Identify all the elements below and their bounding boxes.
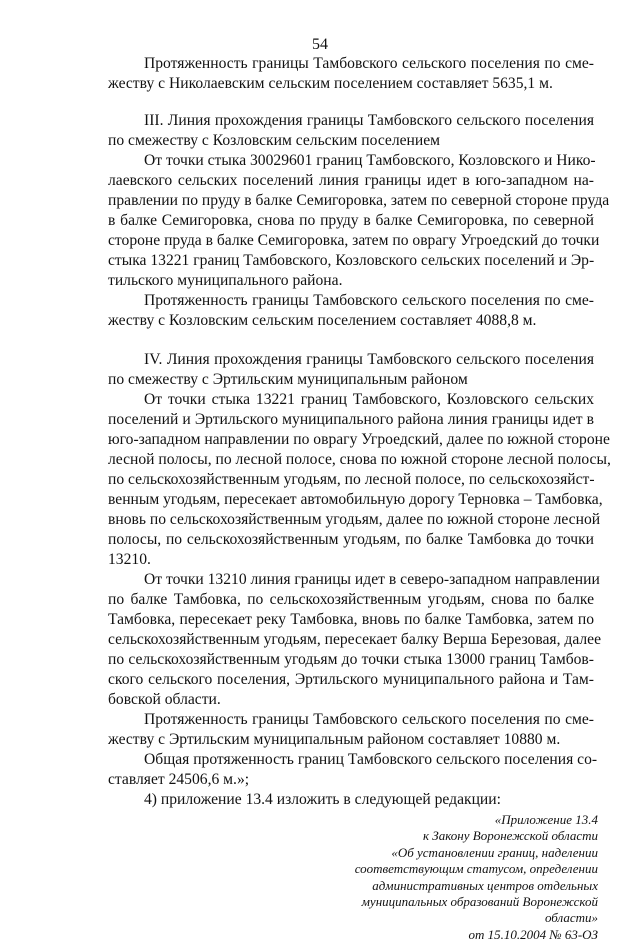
text-line: 4) приложение 13.4 изложить в следующей редакции:: [144, 791, 501, 808]
text-line: IV. Линия прохождения границы Тамбовского сельского поселения: [144, 351, 594, 368]
text-line: вновь по сельскохозяйственным угодьям, далее по южной стороне лесной: [108, 511, 601, 528]
annex-note-line: соответствующим статусом, определении: [354, 861, 598, 877]
text-line: по сельскохозяйственным угодьям до точки стыка 13000 границ Тамбов-: [108, 651, 594, 668]
text-line: Общая протяженность границ Тамбовского сельского поселения со-: [144, 751, 598, 768]
annex-note-line: административных центров отдельных: [372, 877, 598, 893]
annex-note-line: к Закону Воронежской области: [422, 828, 598, 844]
text-line: жеству с Эртильским муниципальным районом составляет 10880 м.: [108, 731, 561, 748]
text-line: по смежеству с Козловским сельским поселением: [108, 132, 441, 149]
text-line: в балке Семигоровка, снова по пруду в балке Семигоровка, по северной: [108, 212, 594, 229]
text-line: Тамбовка, пересекает реку Тамбовка, вновь по балке Тамбовка, затем по: [108, 611, 594, 628]
text-line: Протяженность границы Тамбовского сельского поселения по сме-: [144, 292, 594, 309]
annex-note-line: области»: [544, 910, 598, 926]
text-line: бовской области.: [108, 691, 221, 708]
text-line: сельскохозяйственным угодьям, пересекает балку Верша Березовая, далее: [108, 631, 601, 648]
text-line: Протяженность границы Тамбовского сельского поселения по сме-: [144, 55, 594, 72]
text-line: жеству с Козловским сельским поселением составляет 4088,8 м.: [108, 312, 537, 329]
text-line: Протяженность границы Тамбовского сельского поселения по сме-: [144, 711, 594, 728]
text-line: стороне пруда в балке Семигоровка, затем по оврагу Угроедский до точки: [108, 232, 600, 249]
annex-note-line: от 15.10.2004 № 63-ОЗ: [468, 926, 598, 942]
text-line: жеству с Николаевским сельским поселением составляет 5635,1 м.: [108, 75, 553, 92]
page-number: 54: [312, 36, 328, 53]
text-line: по смежеству с Эртильским муниципальным районом: [108, 371, 468, 388]
text-line: юго-западном направлении по оврагу Угроедский, далее по южной стороне: [108, 431, 610, 448]
text-line: ставляет 24506,6 м.»;: [108, 771, 250, 788]
text-line: по балке Тамбовка, по сельскохозяйственным угодьям, снова по балке: [108, 591, 594, 608]
text-line: венным угодьям, пересекает автомобильную дорогу Терновка – Тамбовка,: [108, 491, 603, 508]
text-line: по сельскохозяйственным угодьям, по лесной полосе, по сельскохозяйст-: [108, 471, 595, 488]
text-line: III. Линия прохождения границы Тамбовского сельского поселения: [144, 112, 594, 129]
annex-note-line: муниципальных образований Воронежской: [361, 894, 598, 909]
text-line: 13210.: [108, 551, 151, 568]
text-line: поселений и Эртильского муниципального района линия границы идет в: [108, 411, 594, 428]
annex-note-line: «Приложение 13.4: [494, 812, 598, 827]
text-line: От точки 13210 линия границы идет в северо-западном направлении: [144, 571, 600, 588]
text-line: стыка 13221 границ Тамбовского, Козловского сельских поселений и Эр-: [108, 252, 595, 269]
text-line: ского сельского поселения, Эртильского муниципального района и Там-: [108, 671, 594, 688]
annex-note-line: «Об установлении границ, наделении: [391, 844, 598, 860]
text-line: правлении по пруду в балке Семигоровка, затем по северной стороне пруда: [108, 192, 610, 209]
text-line: От точки стыка 13221 границ Тамбовского, Козловского сельских: [144, 391, 594, 408]
text-line: лесной полосы, по лесной полосе, снова по южной стороне лесной полосы,: [108, 451, 611, 468]
text-line: тильского муниципального района.: [108, 272, 343, 289]
text-line: лаевского сельских поселений линия границы идет в юго-западном на-: [108, 172, 594, 189]
text-line: полосы, по сельскохозяйственным угодьям, по балке Тамбовка до точки: [108, 531, 594, 548]
text-line: От точки стыка 30029601 границ Тамбовского, Козловского и Нико-: [144, 152, 596, 169]
